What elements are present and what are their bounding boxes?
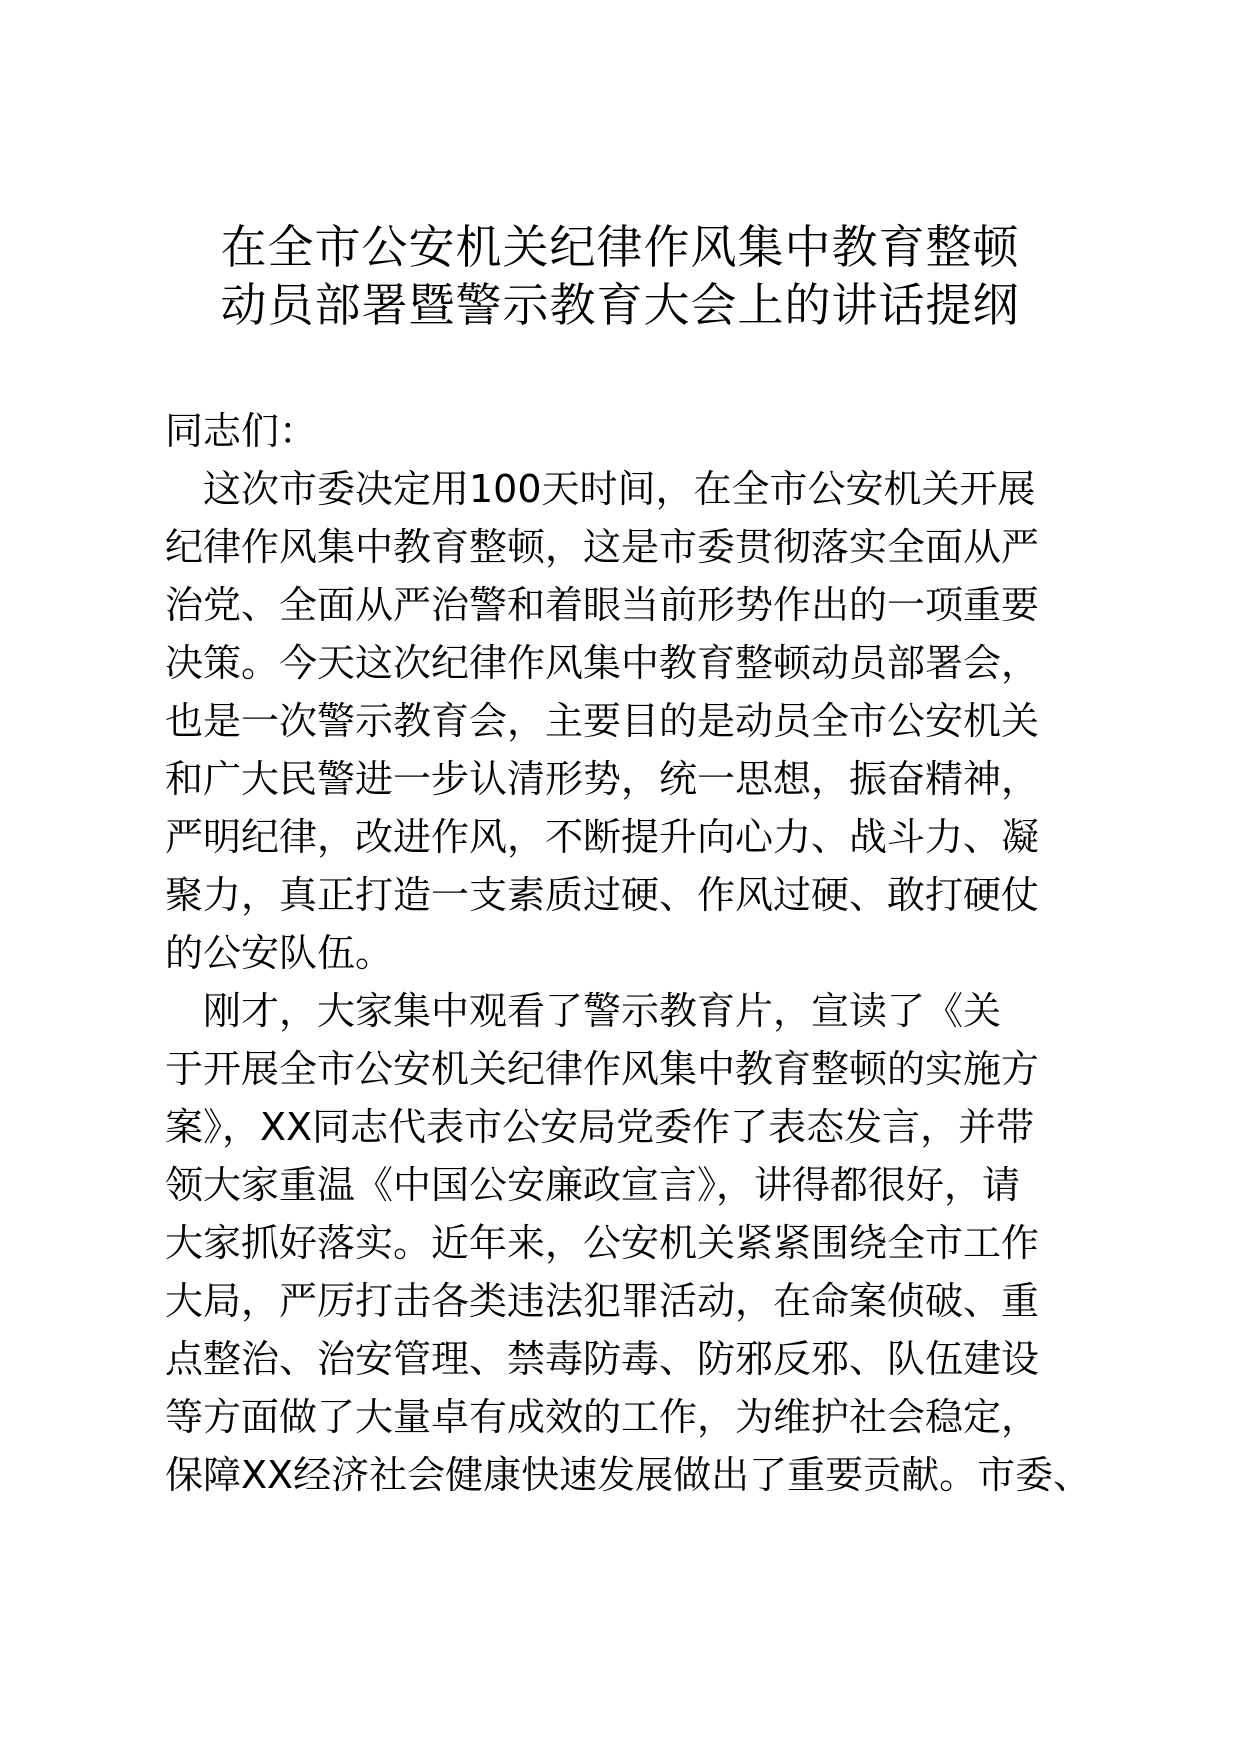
paragraph-2-line: 案》，XX同志代表市公安局党委作了表态发言，并带: [165, 1105, 1035, 1149]
paragraph-2-line: 保障XX经济社会健康快速发展做出了重要贡献。市委、: [165, 1453, 1092, 1497]
paragraph-1-line: 和广大民警进一步认清形势，统一思想，振奋精神，: [165, 757, 1040, 801]
paragraph-2-line: 刚才，大家集中观看了警示教育片，宣读了《关: [165, 989, 1002, 1033]
paragraph-2-line: 点整治、治安管理、禁毒防毒、防邪反邪、队伍建设: [165, 1337, 1040, 1381]
document-title: [165, 218, 1075, 334]
paragraph-1: [165, 460, 1075, 982]
title-line-1: 在全市公安机关纪律作风集中教育整顿: [220, 220, 1020, 274]
document-body: [165, 402, 1092, 1504]
paragraph-1-line: 纪律作风集中教育整顿，这是市委贯彻落实全面从严: [165, 525, 1040, 569]
paragraph-2-line: 大家抓好落实。近年来，公安机关紧紧围绕全市工作: [165, 1221, 1040, 1265]
title-line-2: 动员部署暨警示教育大会上的讲话提纲: [220, 278, 1020, 332]
paragraph-1-line: 的公安队伍。: [165, 931, 394, 975]
paragraph-2-line: 大局，严厉打击各类违法犯罪活动，在命案侦破、重: [165, 1279, 1040, 1323]
paragraph-1-line: 这次市委决定用100天时间，在全市公安机关开展: [165, 467, 1036, 511]
paragraph-1-line: 严明纪律，改进作风，不断提升向心力、战斗力、凝: [165, 815, 1040, 859]
paragraph-1-line: 聚力，真正打造一支素质过硬、作风过硬、敢打硬仗: [165, 873, 1040, 917]
paragraph-2: [165, 982, 1092, 1504]
paragraph-1-line: 治党、全面从严治警和着眼当前形势作出的一项重要: [165, 583, 1040, 627]
paragraph-1-line: 决策。今天这次纪律作风集中教育整顿动员部署会，: [165, 641, 1040, 685]
paragraph-2-line: 于开展全市公安机关纪律作风集中教育整顿的实施方: [165, 1047, 1040, 1091]
paragraph-2-line: 领大家重温《中国公安廉政宣言》，讲得都很好，请: [165, 1163, 1021, 1207]
salutation: 同志们：: [165, 409, 318, 453]
paragraph-1-line: 也是一次警示教育会，主要目的是动员全市公安机关: [165, 699, 1040, 743]
paragraph-2-line: 等方面做了大量卓有成效的工作，为维护社会稳定，: [165, 1395, 1040, 1439]
